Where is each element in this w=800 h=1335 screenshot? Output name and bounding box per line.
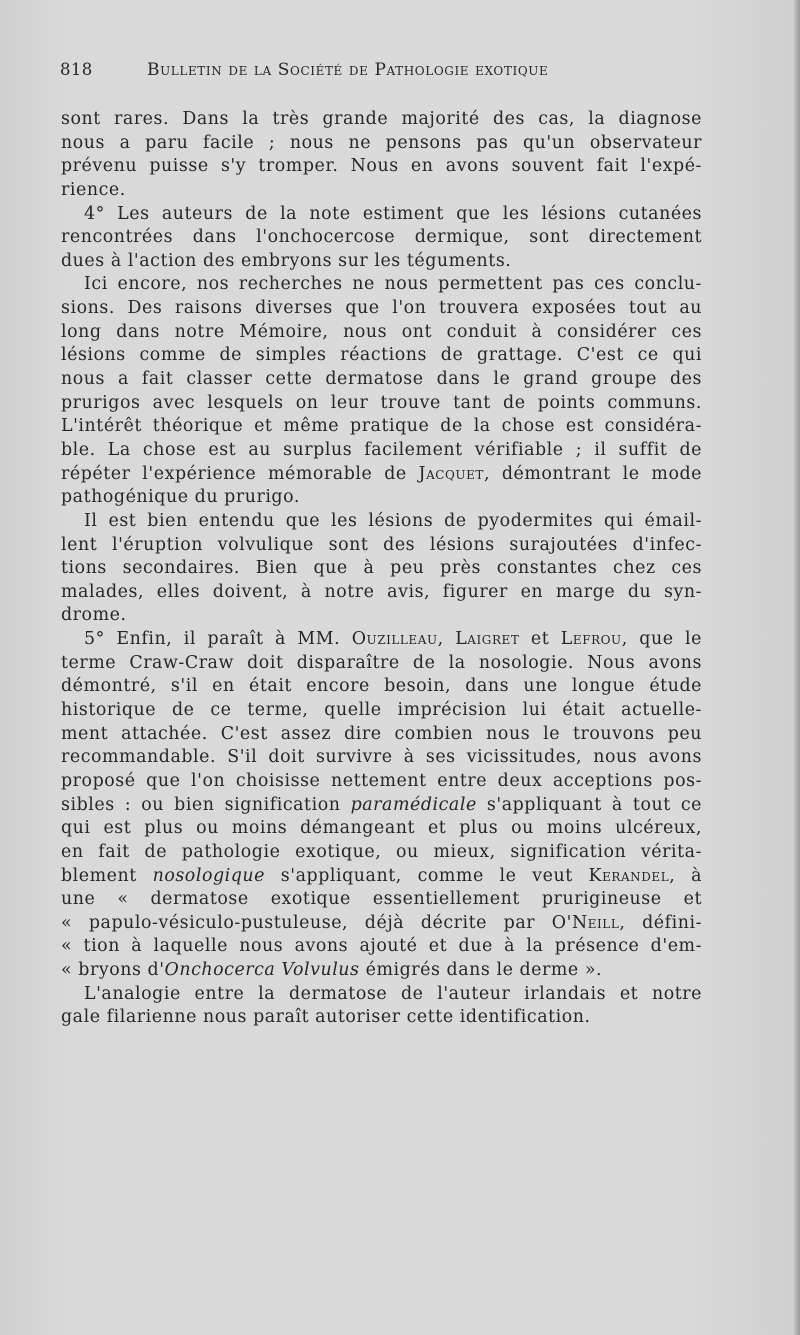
paragraph <box>61 203 702 274</box>
author-name: Jacquet <box>418 463 484 484</box>
text-segment: Ici encore, nos recherches ne nous permettent pas ces conclu- <box>84 274 702 295</box>
running-title: Bulletin de la Société de Pathologie exotique <box>147 60 549 80</box>
text-segment: proposé que l'on choisisse nettement entre deux acceptions pos- <box>61 770 702 791</box>
text-line <box>61 534 702 558</box>
text-segment: nous a paru facile ; nous ne pensons pas qu'un observateur <box>61 132 702 153</box>
text-segment: lésions comme de simples réactions de grattage. C'est ce qui <box>61 345 702 366</box>
text-line <box>61 557 702 581</box>
text-segment: « papulo-vésiculo-pustuleuse, déjà décrite par O' <box>61 912 572 933</box>
text-segment: qui est plus ou moins démangeant et plus ou moins ulcéreux, <box>61 818 702 839</box>
text-line <box>61 250 702 274</box>
italic-term: nosologique <box>152 865 266 886</box>
text-line <box>61 179 702 203</box>
text-segment: historique de ce terme, quelle imprécision lui était actuelle- <box>61 700 702 721</box>
text-segment: une « dermatose exotique essentiellement prurigineuse et <box>61 889 702 910</box>
page-number: 818 <box>60 60 93 79</box>
text-line <box>61 888 702 912</box>
text-segment: ble. La chose est au surplus facilement vérifiable ; il suffit de <box>61 439 702 460</box>
text-segment: L'analogie entre la dermatose de l'auteur irlandais et notre <box>84 983 702 1004</box>
text-line <box>61 604 702 628</box>
text-line <box>61 463 702 487</box>
text-segment: , <box>437 629 456 650</box>
text-segment: lent l'éruption volvulique sont des lésions surajoutées d'infec- <box>61 534 702 555</box>
text-segment: répéter l'expérience mémorable de <box>61 463 419 484</box>
text-line <box>61 415 702 439</box>
text-line <box>61 935 702 959</box>
text-segment: en fait de pathologie exotique, ou mieux, signification vérita- <box>61 841 702 862</box>
page-edge-shadow <box>794 0 800 1335</box>
italic-term: Onchocerca Volvulus <box>164 960 360 981</box>
text-line <box>61 155 702 179</box>
text-segment: rience. <box>61 179 126 200</box>
author-name: Neill <box>571 912 620 933</box>
text-line <box>61 203 702 227</box>
text-line <box>61 794 702 818</box>
paragraph <box>61 108 702 203</box>
text-segment: dues à l'action des embryons sur les téguments. <box>61 250 512 271</box>
text-line <box>61 273 702 297</box>
text-segment: et <box>519 629 561 650</box>
text-segment: démontré, s'il en était encore besoin, dans une longue étude <box>61 676 702 697</box>
text-line <box>61 699 702 723</box>
text-line <box>61 912 702 936</box>
text-segment: malades, elles doivent, à notre avis, figurer en marge du syn- <box>61 581 702 602</box>
text-segment: , que le <box>621 629 703 650</box>
text-segment: recommandable. S'il doit survivre à ses vicissitudes, nous avons <box>61 747 702 768</box>
paragraph <box>61 273 702 509</box>
text-segment: « tion à laquelle nous avons ajouté et due à la présence d'em- <box>61 936 702 957</box>
text-line <box>61 510 702 534</box>
text-segment: 5° Enfin, il paraît à MM. <box>84 629 352 650</box>
text-line <box>61 368 702 392</box>
text-line <box>61 392 702 416</box>
text-line <box>61 817 702 841</box>
text-segment: , défini- <box>619 912 702 933</box>
text-line <box>61 770 702 794</box>
paragraph <box>61 510 702 628</box>
text-line <box>61 108 702 132</box>
paragraph <box>61 983 702 1030</box>
text-segment: s'appliquant à tout ce <box>476 794 702 815</box>
text-segment: long dans notre Mémoire, nous ont conduit à considérer ces <box>61 321 702 342</box>
text-segment: tions secondaires. Bien que à peu près constantes chez ces <box>61 558 702 579</box>
text-segment: « bryons d' <box>61 960 165 981</box>
author-name: Lefrou <box>560 629 622 650</box>
author-name: Laigret <box>455 629 520 650</box>
author-name: Kerandel <box>588 865 670 886</box>
text-segment: ment attachée. C'est assez dire combien nous le trouvons peu <box>61 723 702 744</box>
text-segment: prurigos avec lesquels on leur trouve tant de points communs. <box>61 392 702 413</box>
text-segment: , démontrant le mode <box>483 463 702 484</box>
text-segment: sibles : ou bien signification <box>61 794 351 815</box>
italic-term: paramédicale <box>350 794 477 815</box>
text-line <box>61 486 702 510</box>
text-segment: sont rares. Dans la très grande majorité des cas, la diagnose <box>61 109 702 129</box>
text-line <box>61 959 702 983</box>
text-line <box>61 746 702 770</box>
text-segment: terme Craw-Craw doit disparaître de la nosologie. Nous avons <box>61 652 702 673</box>
text-line <box>61 675 702 699</box>
text-line <box>61 723 702 747</box>
text-segment: émigrés dans le derme ». <box>359 960 603 981</box>
text-line <box>61 297 702 321</box>
text-line <box>61 439 702 463</box>
text-line <box>61 226 702 250</box>
text-line <box>61 841 702 865</box>
text-line <box>61 132 702 156</box>
text-segment: rencontrées dans l'onchocercose dermique, sont directement <box>61 227 702 248</box>
text-segment: sions. Des raisons diverses que l'on trouvera exposées tout au <box>61 298 702 319</box>
author-name: Ouzilleau <box>351 629 438 650</box>
text-line <box>61 344 702 368</box>
text-segment: , à <box>669 865 702 886</box>
text-segment: prévenu puisse s'y tromper. Nous en avons souvent fait l'expé- <box>61 156 702 177</box>
text-segment: 4° Les auteurs de la note estiment que les lésions cutanées <box>84 203 702 224</box>
text-line <box>61 865 702 889</box>
text-segment: pathogénique du prurigo. <box>61 487 300 508</box>
text-line <box>61 628 702 652</box>
paragraph <box>61 628 702 983</box>
text-line <box>61 652 702 676</box>
text-segment: L'intérêt théorique et même pratique de la chose est considéra- <box>61 416 702 437</box>
text-line <box>61 581 702 605</box>
text-segment: drome. <box>61 605 127 626</box>
text-line <box>61 1006 702 1030</box>
page-header <box>60 60 700 86</box>
body-text <box>61 108 702 1030</box>
text-line <box>61 983 702 1007</box>
text-line <box>61 321 702 345</box>
text-segment: s'appliquant, comme le veut <box>265 865 589 886</box>
text-segment: blement <box>61 865 153 886</box>
text-segment: gale filarienne nous paraît autoriser cette identification. <box>61 1007 591 1028</box>
text-segment: Il est bien entendu que les lésions de pyodermites qui émail- <box>84 510 702 531</box>
text-segment: nous a fait classer cette dermatose dans le grand groupe des <box>61 369 702 390</box>
